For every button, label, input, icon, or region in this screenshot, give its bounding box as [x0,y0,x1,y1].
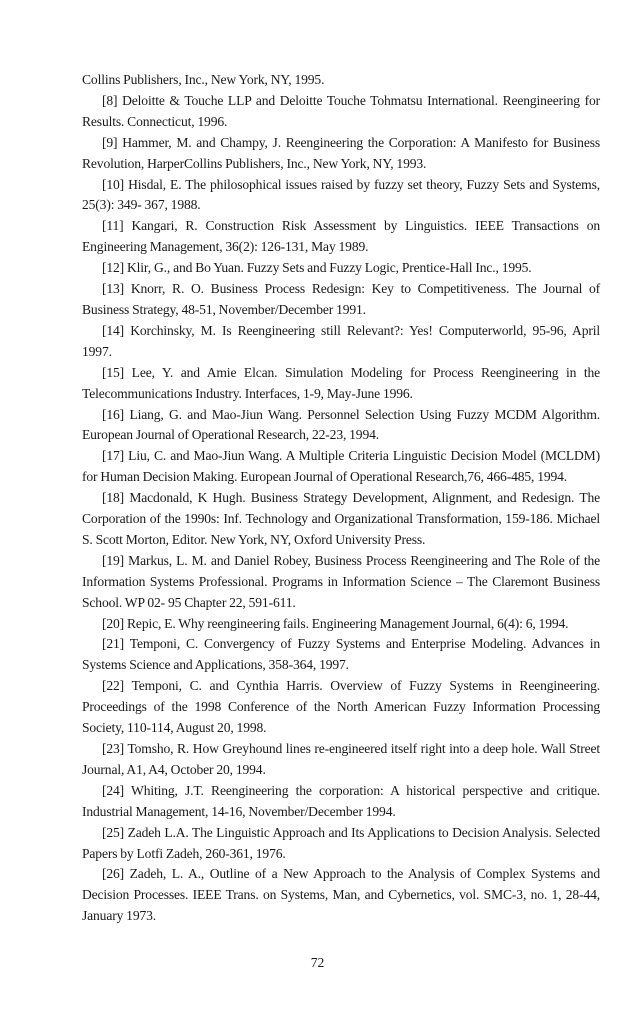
reference-text: Repic, E. Why reengineering fails. Engineering Management Journal, 6(4): 6, 1994. [127,615,569,631]
reference-text: Liu, C. and Mao-Jiun Wang. A Multiple Criteria Linguistic Decision Model (MCLDM) for Human Decision Making. European Journal of Operational Research,76, 466-485, 1994. [82,448,600,485]
reference-label: [15] [102,364,125,380]
reference-text: Liang, G. and Mao-Jiun Wang. Personnel Selection Using Fuzzy MCDM Algorithm. European Journal of Operational Research, 22-23, 1994. [82,406,600,443]
reference-text: Hammer, M. and Champy, J. Reengineering the Corporation: A Manifesto for Business Revolution, HarperCollins Publishers, Inc., New York, NY, 1993. [82,134,600,171]
reference-text: Kangari, R. Construction Risk Assessment by Linguistics. IEEE Transactions on Engineering Management, 36(2): 126-131, May 1989. [82,218,601,255]
reference-item [82,175,600,217]
reference-item [82,321,600,363]
reference-label: [9] [102,134,118,150]
references-page [82,0,600,1013]
reference-item [82,864,600,927]
reference-item [82,488,600,551]
reference-item [82,279,600,321]
reference-text: Korchinsky, M. Is Reengineering still Relevant?: Yes! Computerworld, 95-96, April 1997. [82,322,600,359]
reference-label: [21] [102,636,125,652]
reference-label: [18] [102,490,125,506]
reference-text: Zadeh, L. A., Outline of a New Approach to the Analysis of Complex Systems and Decision Processes. IEEE Trans. on Systems, Man, and Cybernetics, vol. SMC-3, no. 1, 28-44, January 1973. [82,866,600,924]
reference-label: [22] [102,678,125,694]
reference-continuation: Collins Publishers, Inc., New York, NY, 1995. [82,72,325,87]
reference-text: Zadeh L.A. The Linguistic Approach and Its Applications to Decision Analysis. Selected Papers by Lotfi Zadeh, 260-361, 1976. [82,824,600,861]
reference-text: Klir, G., and Bo Yuan. Fuzzy Sets and Fuzzy Logic, Prentice-Hall Inc., 1995. [127,260,532,276]
reference-label: [14] [102,322,125,338]
reference-item [82,634,600,676]
reference-text: Whiting, J.T. Reengineering the corporation: A historical perspective and critique. Industrial Management, 14-16, November/December 1994. [82,782,600,819]
reference-list [82,70,600,927]
reference-label: [13] [102,281,125,297]
reference-label: [10] [102,176,125,192]
reference-item [82,216,600,258]
reference-item [82,258,600,279]
reference-label: [19] [102,552,125,568]
reference-item [82,823,600,865]
reference-label: [12] [102,260,125,276]
reference-item [82,133,600,175]
reference-text: Hisdal, E. The philosophical issues raised by fuzzy set theory, Fuzzy Sets and Systems, 25(3): 349- 367, 1988. [82,176,600,213]
reference-label: [17] [102,448,125,464]
reference-item [82,676,600,739]
reference-text: Lee, Y. and Amie Elcan. Simulation Modeling for Process Reengineering in the Telecommunications Industry. Interfaces, 1-9, May-June 1996. [82,364,601,401]
reference-text: Temponi, C. and Cynthia Harris. Overview of Fuzzy Systems in Reengineering. Proceedings of the 1998 Conference of the North American Fuzzy Information Processing Society, 110-114, August 20, 1998. [82,678,600,736]
reference-text: Temponi, C. Convergency of Fuzzy Systems and Enterprise Modeling. Advances in Systems Science and Applications, 358-364, 1997. [82,636,601,673]
reference-label: [8] [102,92,118,108]
reference-text: Deloitte & Touche LLP and Deloitte Touche Tohmatsu International. Reengineering for Results. Connecticut, 1996. [82,92,600,129]
reference-label: [11] [102,218,124,234]
reference-text: Macdonald, K Hugh. Business Strategy Development, Alignment, and Redesign. The Corporation of the 1990s: Inf. Technology and Organizational Transformation, 159-186. Michael S. Scott Morton, Editor. New York, NY, Oxford University Press. [82,490,601,547]
reference-text: Tomsho, R. How Greyhound lines re-engineered itself right into a deep hole. Wall Street Journal, A1, A4, October 20, 1994. [82,741,601,777]
reference-label: [20] [102,615,125,631]
page-number: 72 [310,955,325,971]
reference-item [82,739,600,781]
reference-label: [16] [102,406,125,422]
reference-label: [26] [102,866,125,882]
reference-item [82,614,600,635]
reference-text: Markus, L. M. and Daniel Robey, Business Process Reengineering and The Role of the Information Systems Professional. Programs in Information Science – The Claremont Business School. WP 02- 95 Chapter 22, 591-611. [82,552,600,610]
reference-item [82,551,600,614]
reference-item [82,781,600,823]
reference-item [82,363,600,405]
reference-item [82,405,600,447]
reference-item [82,91,600,133]
reference-label: [23] [102,741,125,756]
reference-item [82,446,600,488]
reference-label: [24] [102,782,125,798]
reference-text: Knorr, R. O. Business Process Redesign: Key to Competitiveness. The Journal of Business Strategy, 48-51, November/December 1991. [82,281,600,317]
reference-label: [25] [102,824,125,840]
